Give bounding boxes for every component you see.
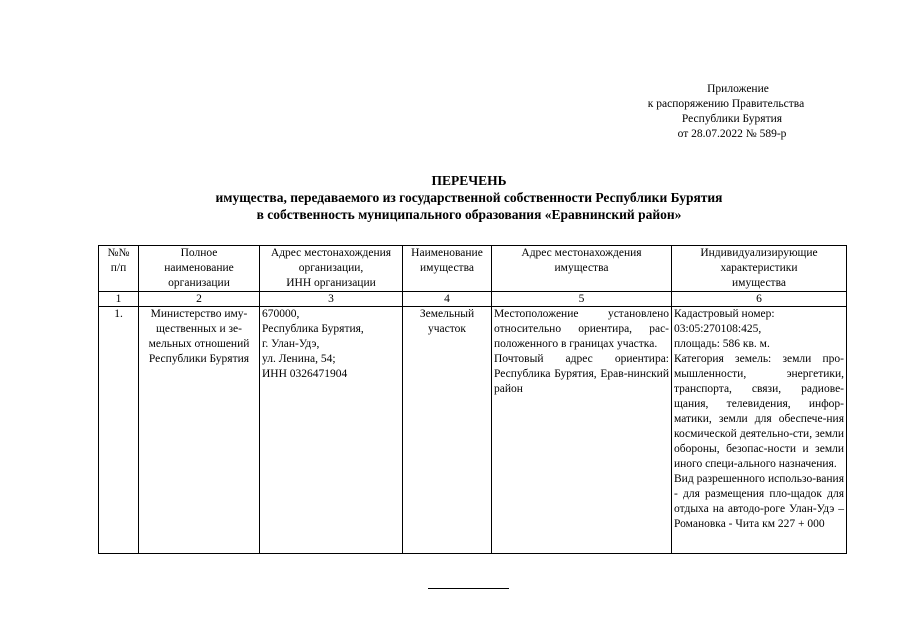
column-number: 6: [672, 292, 847, 307]
column-number: 2: [139, 292, 260, 307]
table-header-row: [99, 246, 847, 292]
title-line-3: в собственность муниципального образования «Еравнинский район»: [256, 207, 682, 222]
header-property-location: Адрес местонахождения имущества: [492, 246, 672, 292]
location-description: Местоположение установлено относительно ориентира, рас-положенного в границах участка.: [494, 308, 669, 350]
column-number: 4: [403, 292, 492, 307]
column-number: 1: [99, 292, 139, 307]
location-postal-address: Почтовый адрес ориентира: Республика Бурятия, Ерав-нинский район: [494, 353, 669, 395]
row-org-address: 670000, Республика Бурятия, г. Улан-Удэ, ул. Ленина, 54; ИНН 0326471904: [260, 307, 403, 554]
column-numbers-row: [99, 292, 847, 307]
table-row: [99, 307, 847, 554]
appendix-line-3: Республики Бурятия: [681, 113, 783, 125]
chars-land-category: Категория земель: земли про-мышленности, энергетики, транспорта, связи, радиове-щания, телевидения, инфор-матики, земли для обеспече-ния космической деятельно-сти, земли обороны, безопас-ности и земли иного специ-ального назначения.: [674, 353, 844, 470]
column-number: 3: [260, 292, 403, 307]
column-number: 5: [492, 292, 672, 307]
chars-cadastral: Кадастровый номер: 03:05:270108:425, площадь: 586 кв. м.: [674, 308, 775, 350]
document-title: [0, 172, 905, 223]
row-characteristics: [672, 307, 847, 554]
row-org-name: Министерство иму- щественных и зе- мельных отношений Республики Бурятия: [139, 307, 260, 554]
header-characteristics: Индивидуализирующие характеристики имущества: [672, 246, 847, 292]
header-org-address: Адрес местонахождения организации, ИНН организации: [260, 246, 403, 292]
row-num: 1.: [99, 307, 139, 554]
header-property-name: Наименование имущества: [403, 246, 492, 292]
chars-permitted-use: Вид разрешенного использо-вания - для размещения пло-щадок для отдыха на автодо-роге Улан-Удэ – Романовка - Чита км 227 + 000: [674, 473, 844, 530]
footer-rule: [428, 588, 509, 589]
header-org-name: Полное наименование организации: [139, 246, 260, 292]
appendix-line-4: от 28.07.2022 № 589-р: [677, 128, 787, 140]
appendix-block: [600, 82, 860, 142]
appendix-line-2: к распоряжению Правительства: [647, 98, 805, 110]
row-property-name: Земельный участок: [403, 307, 492, 554]
property-table: [98, 245, 847, 554]
row-property-location: [492, 307, 672, 554]
title-line-2: имущества, передаваемого из государственной собственности Республики Бурятия: [215, 190, 723, 205]
title-line-1: ПЕРЕЧЕНЬ: [431, 173, 507, 188]
appendix-line-1: Приложение: [707, 83, 769, 95]
header-num: №№ п/п: [99, 246, 139, 292]
